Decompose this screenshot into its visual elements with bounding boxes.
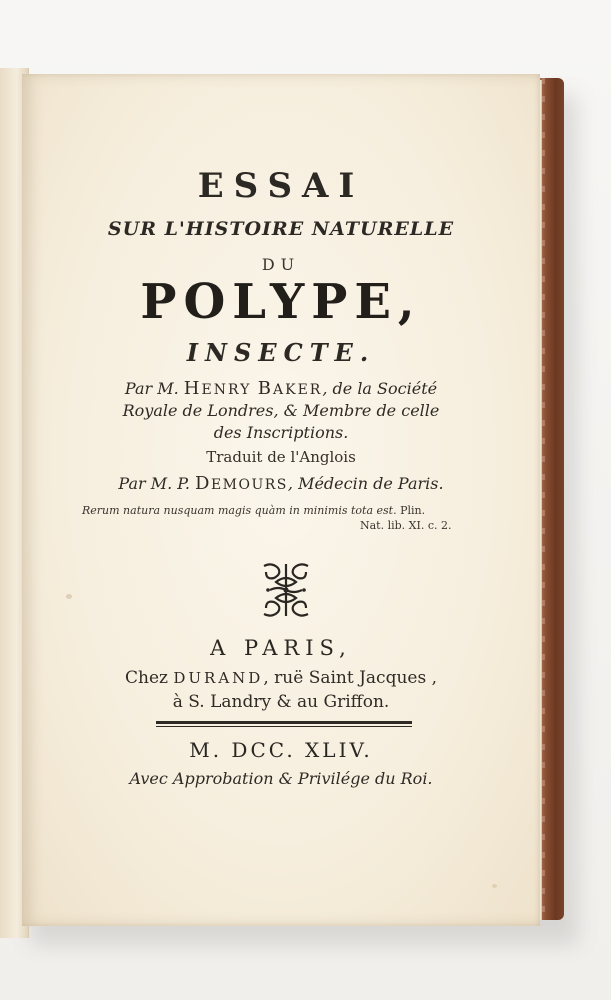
double-rule-thick — [156, 721, 412, 724]
imprint-year: M. DCC. XLIV. — [189, 738, 373, 762]
epigraph-text: Rerum natura nusquam magis quàm in minimis tota est. — [82, 504, 397, 517]
translator-line — [22, 473, 540, 494]
imprint-chez: Chez — [125, 668, 168, 688]
privilege-line: Avec Approbation & Privilége du Roi. — [129, 769, 433, 788]
author-last-initial: B — [257, 378, 273, 399]
epigraph — [82, 504, 425, 517]
author-last-rest: AKER — [273, 382, 323, 398]
imprint-address: , ruë Saint Jacques , — [263, 668, 437, 688]
author-line — [22, 378, 540, 399]
author-par: Par M. — [124, 379, 179, 398]
translator-initial: D — [195, 473, 211, 494]
title-sur-line: SUR L'HISTOIRE NATURELLE — [107, 218, 455, 240]
double-rule-thin — [156, 726, 412, 727]
epigraph-reference: Nat. lib. XI. c. 2. — [360, 519, 452, 532]
foxing-spot — [66, 594, 72, 599]
imprint-sign: à S. Landry & au Griffon. — [172, 692, 390, 712]
imprint-name: DURAND — [173, 669, 264, 687]
royale-line: Royale de Londres, & Membre de celle — [122, 401, 440, 420]
imprint-city: A PARIS, — [210, 636, 352, 660]
epigraph-source: Plin. — [400, 504, 426, 517]
foxing-spot — [492, 884, 497, 888]
author-first-initial: H — [183, 378, 202, 399]
imprint-publisher — [22, 668, 540, 688]
inscriptions-line: des Inscriptions. — [213, 423, 349, 442]
title-essai: ESSAI — [197, 166, 365, 206]
translator-tail: , Médecin de Paris. — [287, 474, 444, 493]
fleuron-ornament — [260, 560, 312, 620]
author-first-rest: ENRY — [201, 382, 252, 398]
author-tail: , de la Société — [322, 379, 438, 398]
translator-rest: EMOURS — [210, 477, 288, 493]
title-polype: POLYPE, — [140, 274, 422, 330]
title-insecte: INSECTE. — [186, 338, 376, 367]
translated-line: Traduit de l'Anglois — [206, 448, 356, 466]
title-du: DU — [261, 255, 301, 274]
translator-par: Par M. P. — [118, 474, 190, 493]
title-page — [22, 74, 540, 926]
